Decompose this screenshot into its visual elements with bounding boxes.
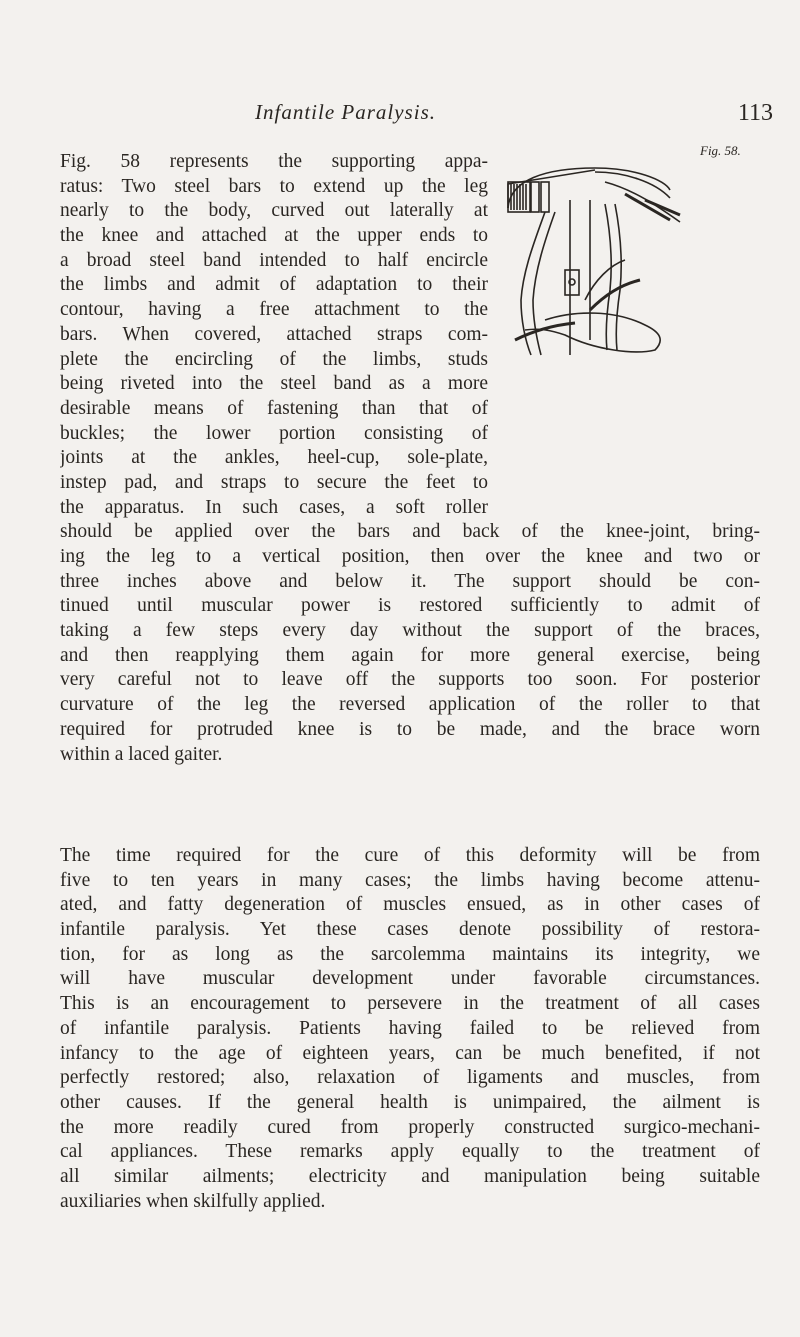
text-line: cal appliances. These remarks apply equally to the treatment of	[60, 1141, 760, 1163]
text-line: tinued until muscular power is restored sufficiently to admit of	[60, 595, 760, 617]
text-line: five to ten years in many cases; the limbs having become attenu-	[60, 869, 760, 891]
text-line: the limbs and admit of adaptation to their	[60, 274, 488, 296]
text-line: the apparatus. In such cases, a soft roller	[60, 496, 488, 518]
text-line: a broad steel band intended to half encircle	[60, 249, 488, 271]
text-line: contour, having a free attachment to the	[60, 299, 488, 321]
text-line: instep pad, and straps to secure the feet to	[60, 471, 488, 493]
text-line: plete the encircling of the limbs, studs	[60, 348, 488, 370]
text-line: ated, and fatty degeneration of muscles ensued, as in other cases of	[60, 894, 760, 916]
text-line: bars. When covered, attached straps com-	[60, 323, 488, 345]
text-line: will have muscular development under favorable circumstances.	[60, 968, 760, 990]
text-line: other causes. If the general health is unimpaired, the ailment is	[60, 1091, 760, 1113]
text-line: should be applied over the bars and back of the knee-joint, bring-	[60, 521, 760, 543]
text-line: ratus: Two steel bars to extend up the leg	[60, 175, 488, 197]
text-line: three inches above and below it. The support should be con-	[60, 570, 760, 592]
text-line: joints at the ankles, heel-cup, sole-plate,	[60, 447, 488, 469]
text-line: perfectly restored; also, relaxation of ligaments and muscles, from	[60, 1067, 760, 1089]
figure-label: Fig. 58.	[700, 143, 741, 158]
page-number: 113	[737, 100, 773, 126]
text-line: and then reapplying them again for more general exercise, being	[60, 644, 760, 666]
text-line: within a laced gaiter.	[60, 743, 223, 765]
paragraph-2	[60, 844, 760, 1214]
text-line: the knee and attached at the upper ends to	[60, 225, 488, 247]
text-line: auxiliaries when skilfully applied.	[60, 1190, 326, 1212]
text-line: ing the leg to a vertical position, then over the knee and two or	[60, 546, 760, 567]
text-line: all similar ailments; electricity and manipulation being suitable	[60, 1165, 760, 1187]
paragraph-1	[60, 150, 760, 767]
text-line: the more readily cured from properly constructed surgico-mechani-	[60, 1116, 760, 1138]
text-line: of infantile paralysis. Patients having failed to be relieved from	[60, 1017, 760, 1039]
text-line: being riveted into the steel band as a more	[60, 373, 488, 395]
text-line: Fig. 58 represents the supporting appa-	[60, 151, 488, 172]
text-line: infantile paralysis. Yet these cases denote possibility of restora-	[60, 919, 760, 941]
text-line: desirable means of fastening than that of	[60, 397, 488, 419]
text-line: required for protruded knee is to be made, and the brace worn	[60, 718, 760, 740]
text-line: taking a few steps every day without the support of the braces,	[60, 620, 760, 642]
text-line: buckles; the lower portion consisting of	[60, 422, 488, 444]
text-line: infancy to the age of eighteen years, can be much benefited, if not	[60, 1042, 760, 1064]
text-line: The time required for the cure of this deformity will be from	[60, 845, 760, 866]
running-title: Infantile Paralysis.	[255, 100, 436, 124]
text-line: very careful not to leave off the supports too soon. For posterior	[60, 669, 760, 691]
text-line: This is an encouragement to persevere in the treatment of all cases	[60, 993, 760, 1015]
running-header	[255, 100, 775, 134]
text-line: nearly to the body, curved out laterally at	[60, 200, 488, 222]
text-line: curvature of the leg the reversed application of the roller to that	[60, 694, 760, 716]
text-line: tion, for as long as the sarcolemma maintains its integrity, we	[60, 943, 760, 965]
